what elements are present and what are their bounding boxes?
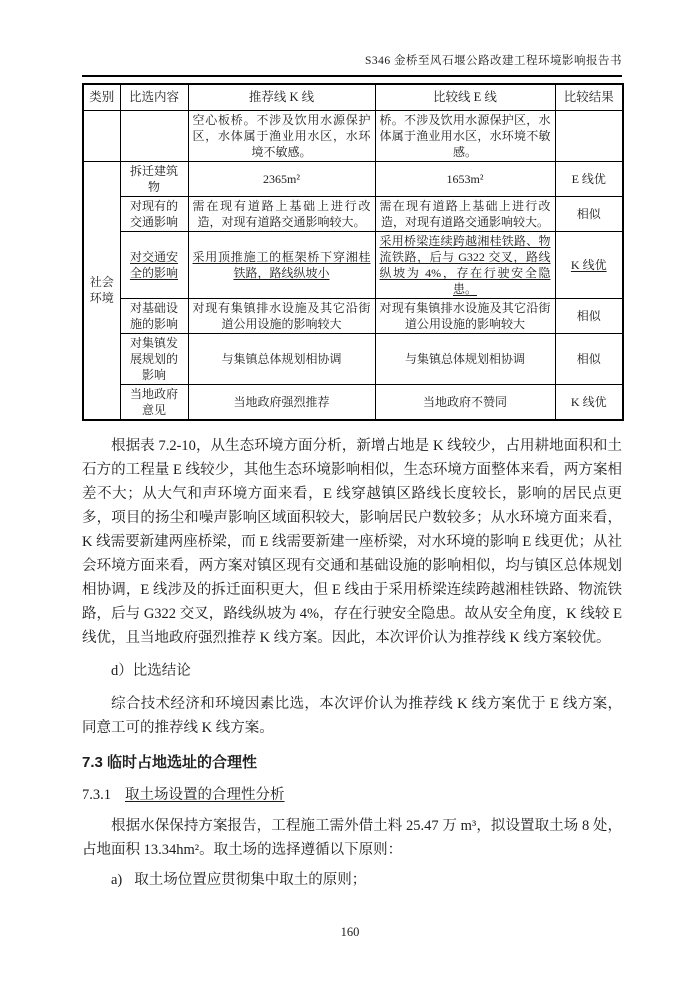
table-row-town-planning: [83, 333, 623, 384]
k-line-cell: 空心板桥。不涉及饮用水源保护区，水体属于渔业用水区，水环境不敏感。: [188, 110, 375, 161]
list-item-a-label: a): [111, 871, 123, 888]
result-cell: 相似: [555, 298, 623, 333]
col-header-e-line: 比较线 E 线: [375, 84, 555, 110]
table-row-traffic-existing: [83, 196, 623, 231]
page-number: 160: [340, 925, 360, 939]
item-cell: 当地政府意见: [120, 384, 188, 420]
list-item-a-text: 取土场位置应贯彻集中取土的原则；: [134, 871, 367, 888]
col-header-category: 类别: [83, 84, 120, 110]
result-cell: K 线优: [555, 384, 623, 420]
section-title-underlined: 取土场设置的合理性分析: [125, 786, 285, 803]
e-line-cell: 采用桥梁连续跨越湘桂铁路、物流铁路，后与 G322 交叉，路线纵坡为 4%，存在行驶安全隐患。: [375, 231, 555, 298]
table-header-row: [83, 84, 623, 110]
e-line-cell: 与集镇总体规划相协调: [375, 333, 555, 384]
section-heading-7-3: 7.3 临时占地选址的合理性: [82, 753, 258, 771]
k-line-cell: 对现有集镇排水设施及其它沿街道公用设施的影响较大: [188, 298, 375, 333]
col-header-item: 比选内容: [120, 84, 188, 110]
result-cell: [555, 110, 623, 161]
e-line-cell: 当地政府不赞同: [375, 384, 555, 420]
running-header: S346 金桥至风石堰公路改建工程环境影响报告书: [82, 52, 622, 77]
list-item-a: [82, 868, 622, 892]
item-cell: 对基础设施的影响: [120, 298, 188, 333]
k-line-cell: 采用顶推施工的框架桥下穿湘桂铁路，路线纵坡小: [188, 231, 375, 298]
subheading-d-conclusion: d）比选结论: [111, 662, 191, 679]
result-cell: K 线优: [555, 231, 623, 298]
category-cell-empty: [83, 110, 120, 161]
item-cell: 对现有的交通影响: [120, 196, 188, 231]
paragraph-borrow-soil: 根据水保保持方案报告，工程施工需外借土料 25.47 万 m³，拟设置取土场 8 处，占地面积 13.34hm²。取土场的选择遵循以下原则：: [82, 817, 622, 858]
item-cell: 对集镇发展规划的影响: [120, 333, 188, 384]
paragraph-conclusion: 综合技术经济和环境因素比选，本次评价认为推荐线 K 线方案优于 E 线方案，同意工可的推荐线 K 线方案。: [82, 695, 622, 736]
col-header-result: 比较结果: [555, 84, 623, 110]
item-cell: 拆迁建筑物: [120, 161, 188, 196]
col-header-k-line: 推荐线 K 线: [188, 84, 375, 110]
e-line-cell: 桥。不涉及饮用水源保护区，水体属于渔业用水区，水环境不敏感。: [375, 110, 555, 161]
e-line-cell: 对现有集镇排水设施及其它沿街道公用设施的影响较大: [375, 298, 555, 333]
paragraph-comparison-analysis: 根据表 7.2-10，从生态环境方面分析，新增占地是 K 线较少，占用耕地面积和土石方的工程量 E 线较少，其他生态环境影响相似，生态环境方面整体来看，两方案相差不大；从大气和声环境方面来看，E 线穿越镇区路线长度较长，影响的居民点更多，项目的扬尘和噪声影响区域面积较大，影响居民户数较多；从水环境方面来看，K 线需要新建两座桥梁，而 E 线需要新建一座桥梁，对水环境的影响 E 线更优；从社会环境方面来看，两方案对镇区现有交通和基础设施的影响相似，均与镇区总体规划相协调，E 线涉及的拆迁面积更大，但 E 线由于采用桥梁连续跨越湘桂铁路、物流铁路，后与 G322 交叉，路线纵坡为 4%，存在行驶安全隐患。故从安全角度，K 线较 E 线优，且当地政府强烈推荐 K 线方案。因此，本次评价认为推荐线 K 线方案较优。: [82, 437, 622, 646]
route-comparison-table: [82, 83, 624, 421]
body-text: [82, 434, 622, 892]
k-line-cell: 与集镇总体规划相协调: [188, 333, 375, 384]
result-cell: E 线优: [555, 161, 623, 196]
section-number: 7.3.1: [82, 786, 111, 803]
section-heading-7-3-1: [82, 783, 622, 807]
table-row-infrastructure: [83, 298, 623, 333]
e-line-cell: 1653m²: [375, 161, 555, 196]
result-cell: 相似: [555, 333, 623, 384]
k-line-cell: 当地政府强烈推荐: [188, 384, 375, 420]
result-cell: 相似: [555, 196, 623, 231]
category-cell-social-environment: 社会环境: [83, 161, 120, 420]
table-row-demolition: [83, 161, 623, 196]
k-line-cell: 需在现有道路上基础上进行改造，对现有道路交通影响较大。: [188, 196, 375, 231]
e-line-cell: 需在现有道路上基础上进行改造，对现有道路交通影响较大。: [375, 196, 555, 231]
k-line-cell: 2365m²: [188, 161, 375, 196]
table-row-traffic-safety: [83, 231, 623, 298]
item-cell: 对交通安全的影响: [120, 231, 188, 298]
table-row-government-opinion: [83, 384, 623, 420]
item-cell-empty: [120, 110, 188, 161]
table-row-bridge-continuation: [83, 110, 623, 161]
